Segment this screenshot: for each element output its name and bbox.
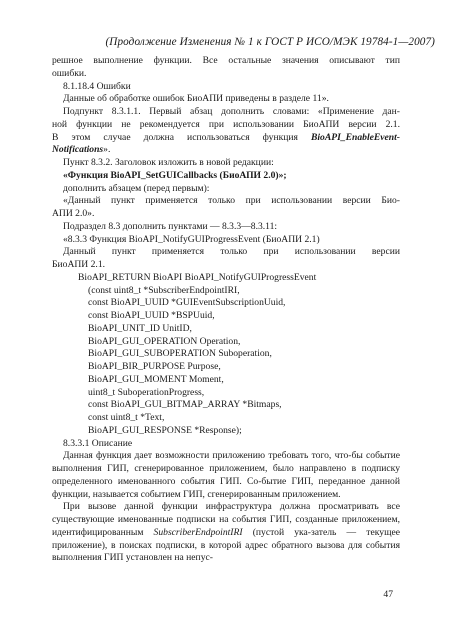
text-line: ошибки.	[52, 67, 87, 79]
page-body	[52, 55, 400, 565]
text-line: БиоАПИ 2.1.	[52, 259, 106, 270]
text-line: «Данный пункт применяется только при использовании версии Био-	[63, 195, 400, 207]
page-number: 47	[383, 589, 393, 600]
code-line: BioAPI_UNIT_ID UnitID,	[88, 322, 192, 334]
paragraph	[52, 501, 400, 565]
text-line: дополнить абзацем (перед первым):	[63, 182, 210, 194]
text-line: ной функции не рекомендуется при использовании БиоАПИ версии 2.1.	[52, 118, 400, 130]
text-line: Пункт 8.3.2. Заголовок изложить в новой редакции:	[63, 157, 274, 168]
text-line: Данные об обработке ошибок БиоАПИ приведены в разделе 11».	[63, 93, 329, 105]
text-run: (пустой ука-затель — текущее приложение), в поисках подписки, в которой адрес обратного вызова для события выполнения ГИП установлен на непус-	[52, 526, 400, 564]
section-heading: 8.3.3.1 Описание	[63, 437, 133, 449]
code-line: BioAPI_RETURN BioAPI BioAPI_NotifyGUIProgressEvent	[78, 271, 317, 283]
function-name: BioAPI_EnableEvent-	[310, 131, 400, 143]
code-line: const BioAPI_UUID *GUIEventSubscriptionUuid,	[88, 297, 286, 309]
code-line: const uint8_t *Text,	[88, 412, 165, 423]
parameter-name: SubscriberEndpointIRI	[153, 526, 243, 538]
text-run: При вызове данной функции инфраструктура должна просматривать все существующие именованные подписки на события ГИП, созданные приложением, идентифицированным	[52, 501, 400, 538]
running-header: (Продолжение Изменения № 1 к ГОСТ Р ИСО/МЭК 19784-1—2007)	[105, 36, 435, 48]
code-line: BioAPI_BIR_PURPOSE Purpose,	[88, 361, 221, 372]
text-line: решное выполнение функции. Все остальные значения описывают тип	[52, 55, 400, 66]
text-run: В этом случае должна использоваться функция	[52, 131, 311, 143]
section-heading: 8.1.18.4 Ошибки	[63, 80, 131, 92]
text-run: ».	[103, 144, 111, 156]
code-line: uint8_t SuboperationProgress,	[88, 386, 205, 398]
code-line: BioAPI_GUI_MOMENT Moment,	[88, 373, 224, 385]
text-line	[52, 132, 400, 145]
text-line: Подпункт 8.3.1.1. Первый абзац дополнить словами: «Применение дан-	[63, 106, 400, 117]
code-line: BioAPI_GUI_SUBOPERATION Suboperation,	[88, 348, 272, 360]
code-line: (const uint8_t *SubscriberEndpointIRI,	[88, 284, 240, 296]
code-line: const BioAPI_GUI_BITMAP_ARRAY *Bitmaps,	[88, 399, 282, 411]
paragraph: Данная функция дает возможности приложению требовать того, что-бы событие выполнения ГИП, сгенерированное приложением, было направлено в подписку определенного именованного события ГИП. Со-бытие ГИП, переданное данной функции, называется событием ГИП, сгенерированным приложением.	[52, 450, 400, 500]
code-line: const BioAPI_UUID *BSPUuid,	[88, 310, 215, 321]
text-line: Подраздел 8.3 дополнить пунктами — 8.3.3—8.3.11:	[63, 220, 278, 232]
text-line: «8.3.3 Функция BioAPI_NotifyGUIProgressEvent (БиоАПИ 2.1)	[63, 233, 320, 245]
code-listing	[52, 272, 400, 438]
code-line: BioAPI_GUI_OPERATION Operation,	[88, 335, 241, 347]
code-line: BioAPI_GUI_RESPONSE *Response);	[88, 424, 242, 436]
new-heading: «Функция BioAPI_SetGUICallbacks (БиоАПИ 2.0)»;	[63, 169, 287, 181]
text-line	[52, 144, 400, 157]
text-line: Данный пункт применяется только при использовании версии	[63, 246, 400, 258]
function-name: Notifications	[52, 144, 104, 156]
text-line: АПИ 2.0».	[52, 208, 95, 219]
